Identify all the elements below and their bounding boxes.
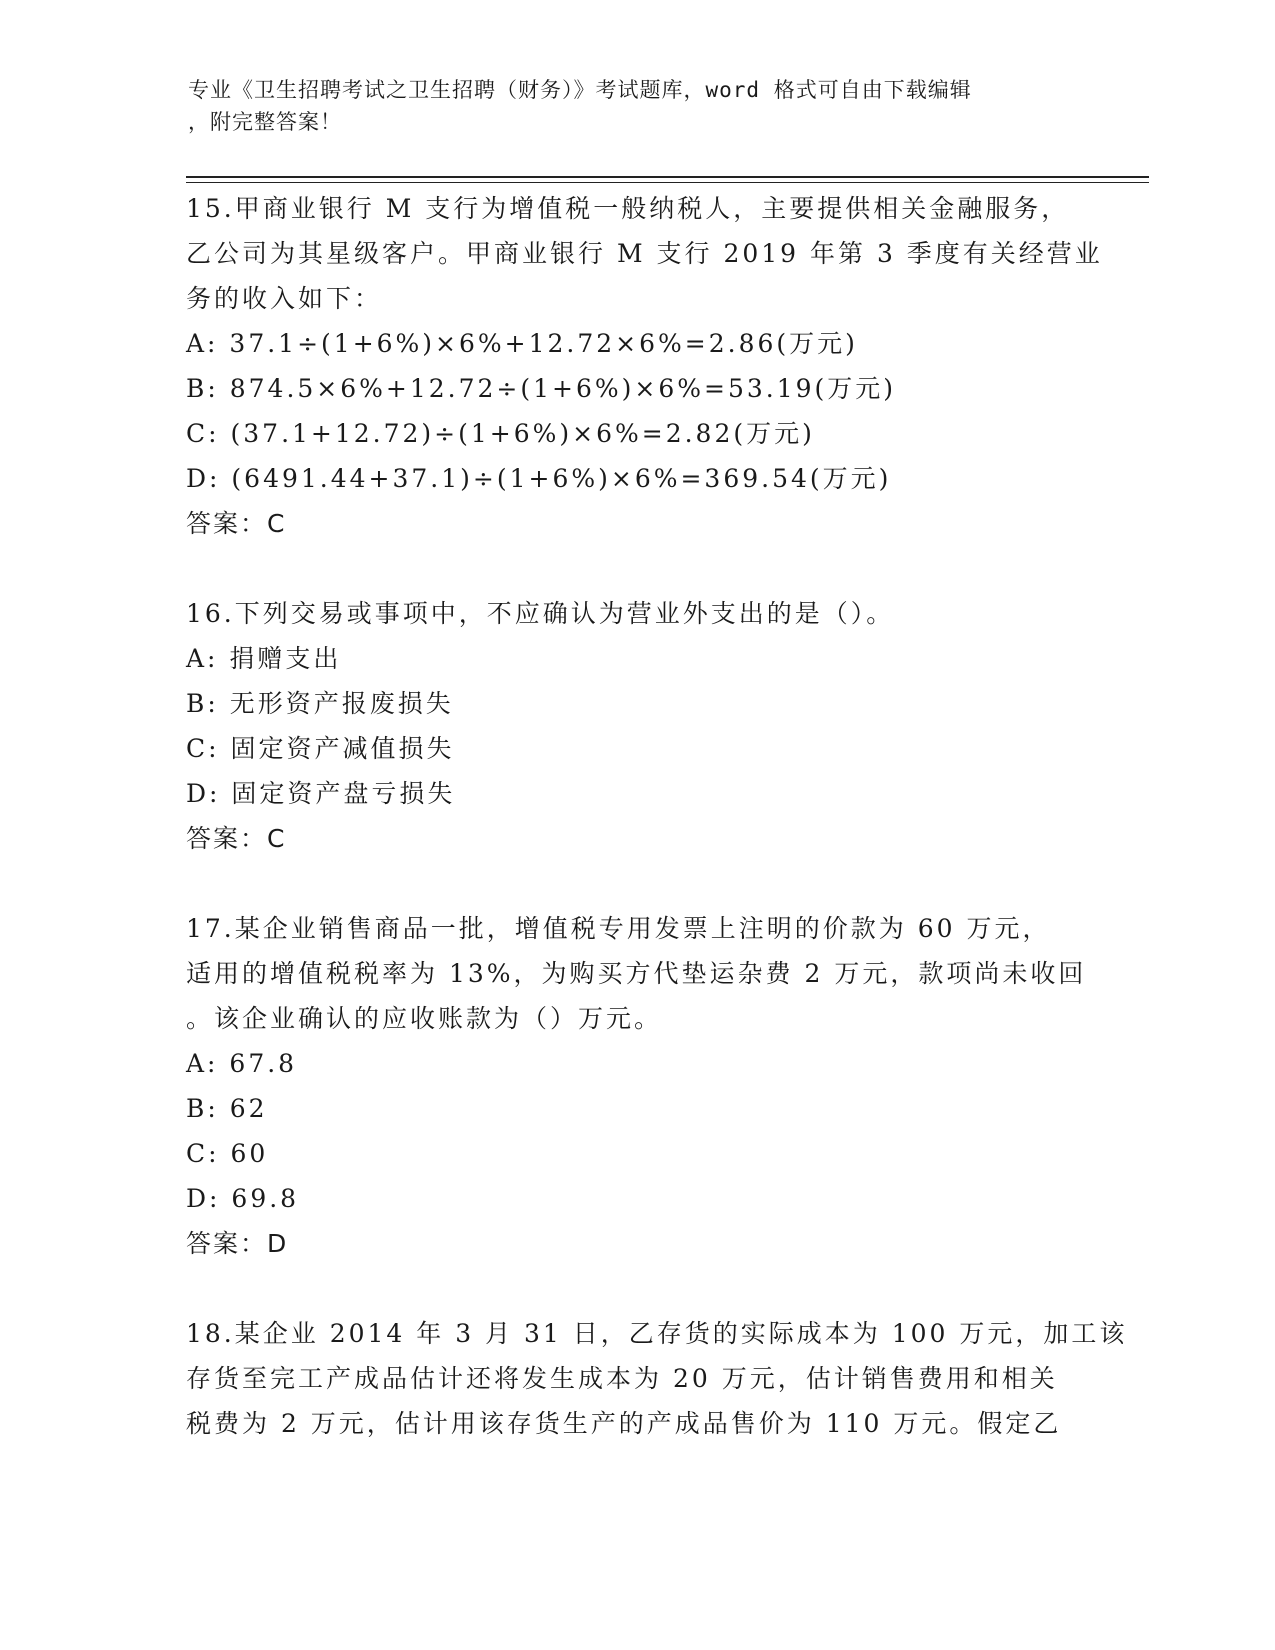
answer-label: 答案：C	[186, 509, 287, 538]
question-stem-line: 税费为 2 万元，估计用该存货生产的产成品售价为 110 万元。假定乙	[186, 1409, 1062, 1438]
header-divider-thin	[186, 182, 1149, 183]
question-list	[186, 186, 1128, 1491]
header-line-1: 专业《卫生招聘考试之卫生招聘（财务）》考试题库，word 格式可自由下载编辑	[188, 78, 972, 102]
question-stem-line: 务的收入如下：	[186, 284, 383, 313]
option-b: B: 62	[186, 1094, 268, 1123]
header-divider-thick	[186, 176, 1149, 178]
header-line-2: ，附完整答案！	[188, 110, 342, 134]
question-16	[186, 591, 1086, 861]
question-stem-line: 18.某企业 2014 年 3 月 31 日，乙存货的实际成本为 100 万元，加工该	[186, 1319, 1128, 1348]
question-stem-line: 17.某企业销售商品一批，增值税专用发票上注明的价款为 60 万元，	[186, 914, 1051, 943]
option-d: D: (6491.44+37.1)÷(1+6%)×6%=369.54(万元)	[186, 464, 892, 493]
answer-label: 答案：D	[186, 1229, 289, 1258]
document-header	[188, 74, 1068, 138]
answer-label: 答案：C	[186, 824, 287, 853]
option-a: A: 67.8	[186, 1049, 298, 1078]
option-d: D: 固定资产盘亏损失	[186, 779, 456, 808]
question-stem-line: 乙公司为其星级客户。甲商业银行 M 支行 2019 年第 3 季度有关经营业	[186, 239, 1103, 268]
option-b: B: 无形资产报废损失	[186, 689, 454, 718]
question-stem-line: 15.甲商业银行 M 支行为增值税一般纳税人，主要提供相关金融服务，	[186, 194, 1070, 223]
question-18	[186, 1311, 1128, 1446]
option-c: C: 固定资产减值损失	[186, 734, 455, 763]
question-15	[186, 186, 1103, 546]
option-b: B: 874.5×6%+12.72÷(1+6%)×6%=53.19(万元)	[186, 374, 897, 403]
option-d: D: 69.8	[186, 1184, 300, 1213]
option-a: A: 捐赠支出	[186, 644, 342, 673]
question-stem-line: 。该企业确认的应收账款为（）万元。	[186, 1004, 663, 1033]
question-stem-line: 16.下列交易或事项中，不应确认为营业外支出的是（）。	[186, 599, 895, 628]
option-c: C: 60	[186, 1139, 269, 1168]
option-a: A: 37.1÷(1+6%)×6%+12.72×6%=2.86(万元)	[186, 329, 858, 358]
question-stem-line: 存货至完工产成品估计还将发生成本为 20 万元，估计销售费用和相关	[186, 1364, 1058, 1393]
question-17	[186, 906, 1086, 1266]
question-stem-line: 适用的增值税税率为 13%，为购买方代垫运杂费 2 万元，款项尚未收回	[186, 959, 1087, 988]
option-c: C: (37.1+12.72)÷(1+6%)×6%=2.82(万元)	[186, 419, 815, 448]
